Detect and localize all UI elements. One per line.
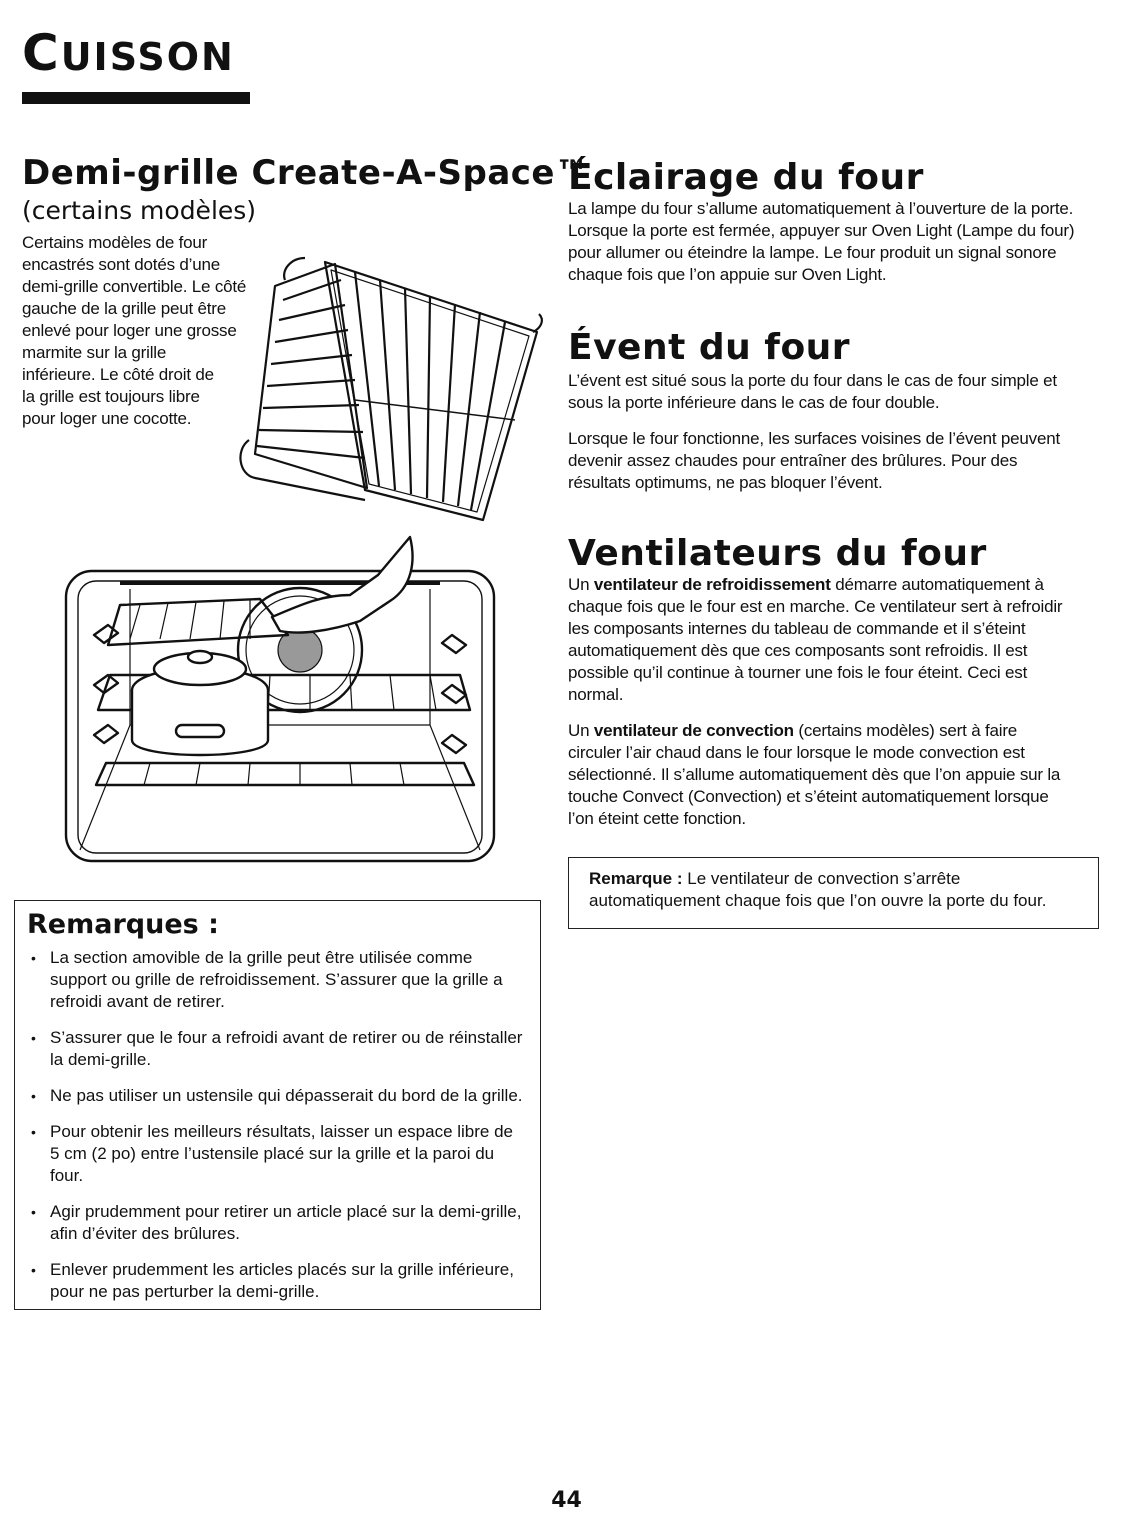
text-line: automatiquement dès que ces composants sont refroidis. Il est [568,641,1028,660]
text-line: 5 cm (2 po) entre l’ustensile placé sur la grille et la paroi du [50,1144,495,1163]
eclairage-title: Éclairage du four [568,157,924,198]
text-line: touche Convect (Convection) et s’éteint automatiquement lorsque [568,787,1049,806]
heading-rest: UISSON [60,35,235,79]
text-line: devenir assez chaudes pour entraîner des brûlures. Pour des [568,451,1018,470]
text-line: • S’assurer que le four a refroidi avant de retirer ou de réinstaller [50,1028,523,1047]
text-rest: démarre automatiquement à [830,575,1044,594]
text-line: L’évent est situé sous la porte du four dans le cas de four simple et [568,371,1057,390]
text-rest: (certains modèles) sert à faire [793,721,1018,740]
text-line: • Agir prudemment pour retirer un article placé sur la demi-grille, [50,1202,522,1221]
text-line: chaque fois que le four est en marche. Ce ventilateur sert à refroidir [568,597,1063,616]
list-item [29,1259,534,1303]
text-line: sous la porte inférieure dans le cas de four double. [568,393,940,412]
ventilateurs-text-2 [568,720,1108,830]
ventilateurs-text-1 [568,574,1108,706]
list-item [29,947,534,1013]
note-line-2: automatiquement chaque fois que l’on ouvre la porte du four. [589,891,1047,910]
prefix: Un [568,721,594,740]
list-item [29,1027,534,1071]
list-item [29,1201,534,1245]
text-line: • Ne pas utiliser un ustensile qui dépasserait du bord de la grille. [50,1086,523,1105]
event-text-2 [568,428,1108,494]
text-line [568,574,1108,596]
text-line: Lorsque le four fonctionne, les surfaces voisines de l’évent peuvent [568,429,1060,448]
text-line: Lorsque la porte est fermée, appuyer sur Oven Light (Lampe du four) [568,221,1075,240]
text-line: • Pour obtenir les meilleurs résultats, laisser un espace libre de [50,1122,514,1141]
list-item [29,1085,534,1107]
text-line: marmite sur la grille [22,343,167,362]
eclairage-text [568,198,1108,286]
note-label: Remarque : [589,869,683,888]
text-line: enlevé pour loger une grosse [22,321,237,340]
text-line: • Enlever prudemment les articles placés sur la grille inférieure, [50,1260,514,1279]
text-line: afin d’éviter des brûlures. [50,1224,240,1243]
text-line: demi-grille convertible. Le côté [22,277,247,296]
text-line: encastrés sont dotés d’une [22,255,220,274]
heading-rule [22,92,250,104]
heading-initial: C [22,24,61,82]
remarque-note-box [568,857,1099,929]
text-line: chaque fois que l’on appuie sur Oven Light. [568,265,887,284]
half-rack-illustration [215,250,545,530]
text-line: pour allumer ou éteindre la lampe. Le four produit un signal sonore [568,243,1057,262]
text-line: four. [50,1166,84,1185]
text-line: normal. [568,685,624,704]
text-line: la grille est toujours libre [22,387,200,406]
text-line: refroidi avant de retirer. [50,992,225,1011]
remarques-list [29,947,534,1317]
prefix: Un [568,575,594,594]
ventilateurs-title: Ventilateurs du four [568,533,987,574]
text-line: l’on éteint cette fonction. [568,809,746,828]
text-line: circuler l’air chaud dans le four lorsque le mode convection est [568,743,1025,762]
text-line: inférieure. Le côté droit de [22,365,214,384]
page-number: 44 [551,1488,582,1513]
remarques-box [14,900,541,1310]
remarques-title: Remarques : [27,909,219,940]
text-line: support ou grille de refroidissement. S’assurer que la grille a [50,970,503,989]
text-line: La lampe du four s’allume automatiquement à l’ouverture de la porte. [568,199,1074,218]
note-rest: Le ventilateur de convection s’arrête [682,869,961,888]
text-line: Certains modèles de four [22,233,208,252]
text-line: • La section amovible de la grille peut être utilisée comme [50,948,473,967]
text-line: gauche de la grille peut être [22,299,227,318]
cooling-fan-term: ventilateur de refroidissement [593,575,831,594]
list-item [29,1121,534,1187]
note-text [589,868,1084,912]
text-line: pour loger une cocotte. [22,409,192,428]
event-text-1 [568,370,1108,414]
page-heading [22,24,235,82]
event-title: Évent du four [568,327,851,368]
oven-cavity-illustration [60,535,500,865]
demi-grille-title: Demi-grille Create-A-Space™ [22,153,590,193]
text-line: résultats optimums, ne pas bloquer l’évent. [568,473,883,492]
text-line: sélectionné. Il s’allume automatiquement dès que l’on appuie sur la [568,765,1061,784]
text-line: possible qu’il continue à tourner une fois le four éteint. Ceci est [568,663,1028,682]
demi-grille-subtitle: (certains modèles) [22,196,257,225]
convection-fan-term: ventilateur de convection [593,721,794,740]
text-line: pour ne pas perturber la demi-grille. [50,1282,320,1301]
text-line: la demi-grille. [50,1050,152,1069]
text-line [568,720,1108,742]
text-line: les composants internes du tableau de commande et il s’éteint [568,619,1026,638]
